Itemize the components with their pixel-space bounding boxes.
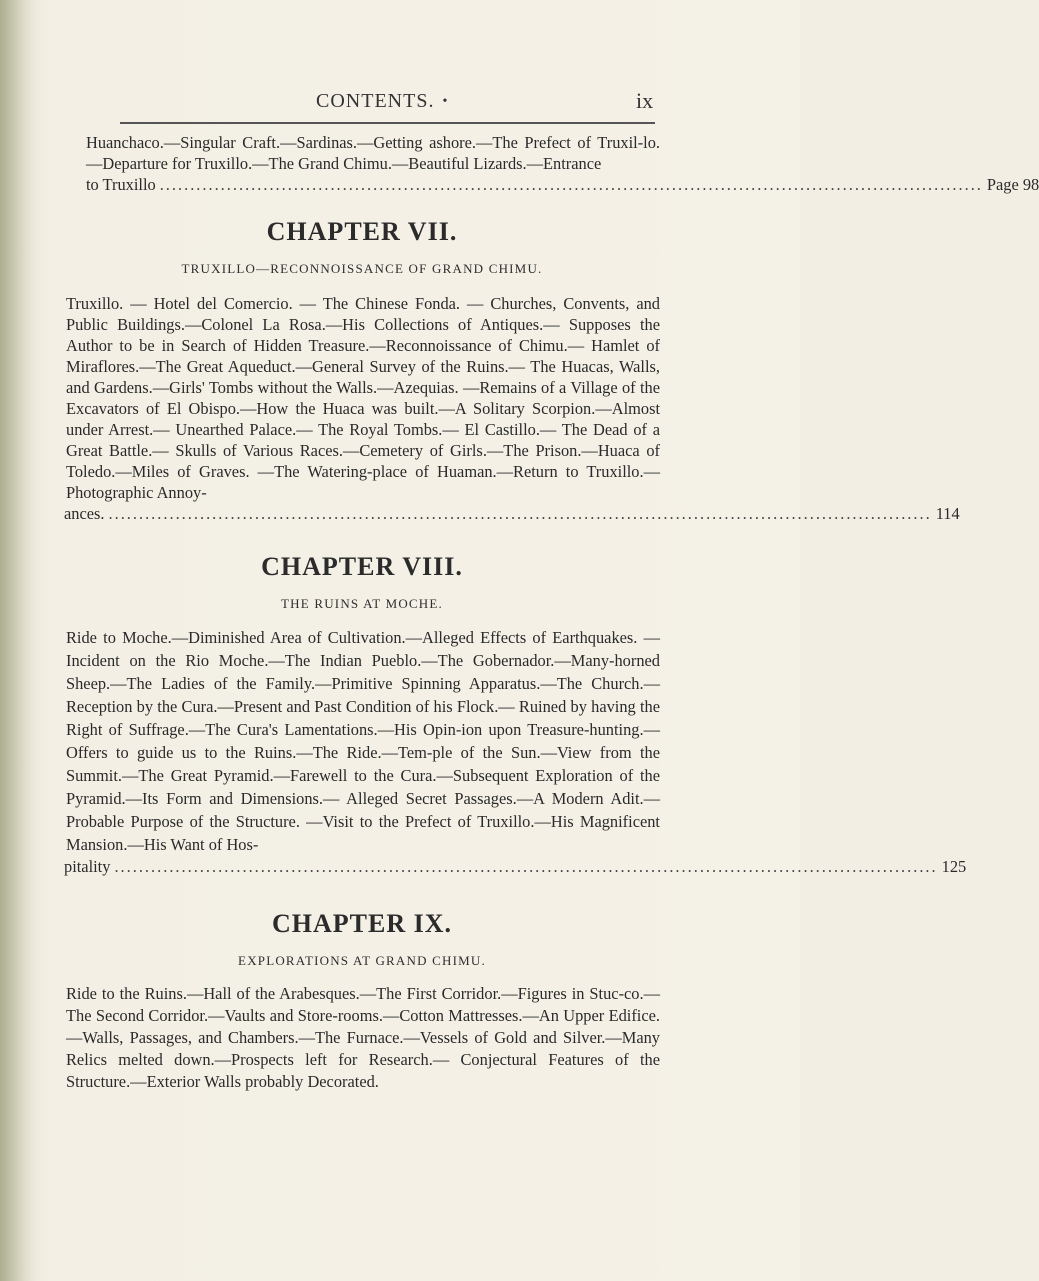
continuation-page-ref: Page 98 xyxy=(986,175,1039,194)
chapter-viii-last-line: pitality xyxy=(64,857,111,876)
dot-leader: ....................................................................................................................................... xyxy=(159,175,983,194)
chapter-vi-continuation xyxy=(64,132,1039,195)
chapter-vii-last-line: ances. xyxy=(64,504,105,523)
chapter-vii-subtitle: TRUXILLO—RECONNOISSANCE OF GRAND CHIMU. xyxy=(181,261,543,276)
dot-leader: ....................................................................................................................................... xyxy=(114,857,938,876)
contents-body xyxy=(64,132,1039,1093)
chapter-vii xyxy=(64,217,960,524)
running-head xyxy=(316,90,448,113)
chapter-vii-title: CHAPTER VII. xyxy=(266,217,458,246)
running-title: CONTENTS. xyxy=(316,90,435,112)
continuation-summary: Huanchaco.—Singular Craft.—Sardinas.—Getting ashore.—The Prefect of Truxil-lo.—Departure for Truxillo.—The Grand Chimu.—Beautiful Lizards.—Entrance xyxy=(86,133,660,173)
chapter-viii-summary: Ride to Moche.—Diminished Area of Cultivation.—Alleged Effects of Earthquakes. —Incident on the Rio Moche.—The Indian Pueblo.—The Gobernador.—Many-horned Sheep.—The Ladies of the Family.—Primitive Spinning Apparatus.—The Church.—Reception by the Cura.—Present and Past Condition of his Flock.— Ruined by having the Right of Suffrage.—The Cura's Lamentations.—His Opin-ion upon Treasure-hunting.—Offers to guide us to the Ruins.—The Ride.—Tem-ple of the Sun.—View from the Summit.—The Great Pyramid.—Farewell to the Cura.—Subsequent Exploration of the Pyramid.—Its Form and Dimensions.— Alleged Secret Passages.—A Modern Adit.—Probable Purpose of the Structure. —Visit to the Prefect of Truxillo.—His Magnificent Mansion.—His Want of Hos- xyxy=(66,628,660,854)
chapter-ix-title: CHAPTER IX. xyxy=(271,909,452,938)
dot-leader: ....................................................................................................................................... xyxy=(108,504,932,523)
bullet-ornament: • xyxy=(442,94,449,110)
continuation-tail xyxy=(64,174,1039,195)
chapter-vii-page-ref: 114 xyxy=(935,504,960,523)
chapter-viii xyxy=(64,552,967,877)
chapter-ix-summary: Ride to the Ruins.—Hall of the Arabesques.—The First Corridor.—Figures in Stuc-co.—The Second Corridor.—Vaults and Store-rooms.—Cotton Mattresses.—An Upper Edifice.—Walls, Passages, and Chambers.—The Furnace.—Vessels of Gold and Silver.—Many Relics melted down.—Prospects left for Research.— Conjectural Features of the Structure.—Exterior Walls probably Decorated. xyxy=(66,984,660,1091)
chapter-viii-title: CHAPTER VIII. xyxy=(261,552,463,581)
continuation-last-line: to Truxillo xyxy=(86,175,156,194)
chapter-viii-tail xyxy=(64,856,967,877)
chapter-vii-summary: Truxillo. — Hotel del Comercio. — The Chinese Fonda. — Churches, Convents, and Public Buildings.—Colonel La Rosa.—His Collections of Antiques.— Supposes the Author to be in Search of Hidden Treasure.—Reconnoissance of Chimu.— Hamlet of Miraflores.—The Great Aqueduct.—General Survey of the Ruins.— The Huacas, Walls, and Gardens.—Girls' Tombs without the Walls.—Azequias. —Remains of a Village of the Excavators of El Obispo.—How the Huaca was built.—A Solitary Scorpion.—Almost under Arrest.— Unearthed Palace.— The Royal Tombs.— El Castillo.— The Dead of a Great Battle.— Skulls of Various Races.—Cemetery of Girls.—The Prison.—Huaca of Toledo.—Miles of Graves. —The Watering-place of Huaman.—Return to Truxillo.—Photographic Annoy- xyxy=(66,294,660,502)
chapter-viii-subtitle: THE RUINS AT MOCHE. xyxy=(281,596,443,611)
page-number: ix xyxy=(636,88,654,113)
chapter-ix-subtitle: EXPLORATIONS AT GRAND CHIMU. xyxy=(238,953,486,968)
spine-shadow xyxy=(0,0,36,1281)
chapter-viii-page-ref: 125 xyxy=(941,857,967,876)
header-rule xyxy=(120,122,655,124)
chapter-vii-tail xyxy=(64,503,960,524)
chapter-ix xyxy=(64,909,660,1093)
